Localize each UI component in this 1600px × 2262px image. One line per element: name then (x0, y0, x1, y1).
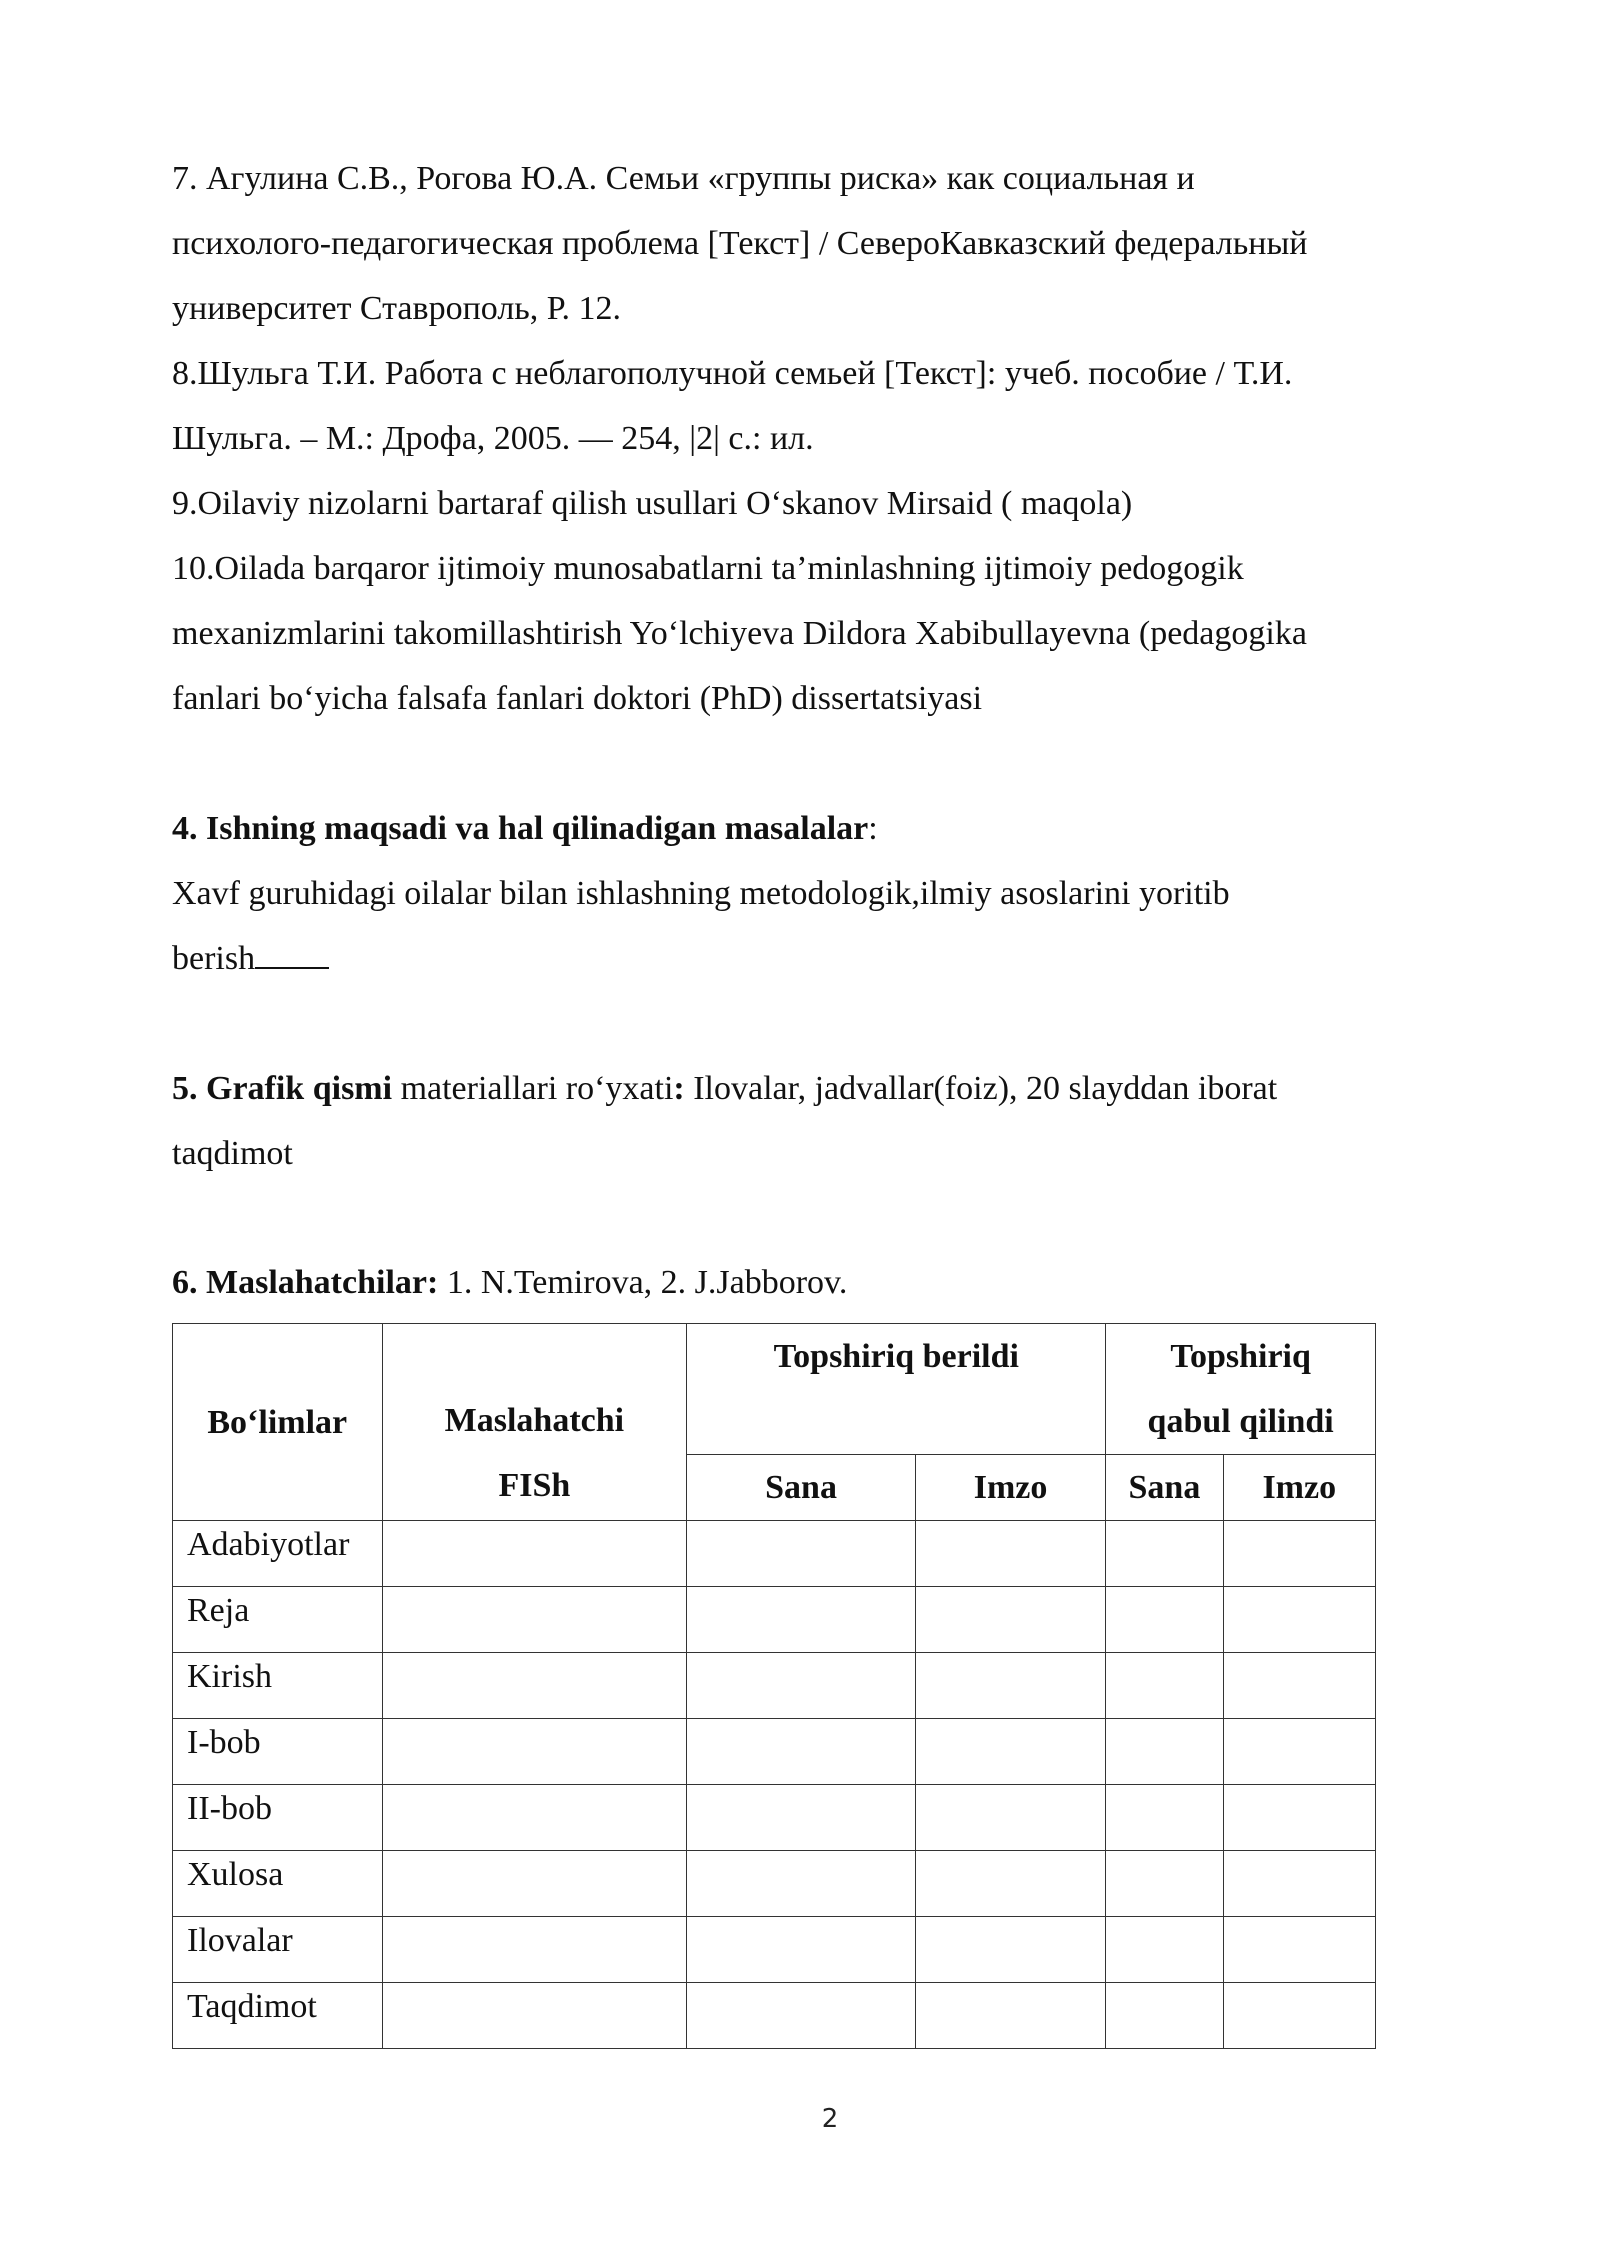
section-name-cell: Reja (173, 1587, 383, 1653)
section-name-cell: Ilovalar (173, 1917, 383, 1983)
section-graphics-heading: 5. Grafik qismi (172, 1070, 393, 1107)
header-advisor (382, 1324, 687, 1521)
advisor-cell[interactable] (382, 1785, 687, 1851)
advisor-cell[interactable] (382, 1521, 687, 1587)
advisor-cell[interactable] (382, 1917, 687, 1983)
given-date-cell[interactable] (687, 1719, 916, 1785)
subheader-given-date: Sana (687, 1455, 916, 1521)
header-task-given: Topshiriq berildi (687, 1324, 1106, 1455)
reference-list (172, 146, 1472, 731)
given-sign-cell[interactable] (915, 1917, 1105, 1983)
accepted-sign-cell[interactable] (1223, 1719, 1375, 1785)
given-date-cell[interactable] (687, 1983, 916, 2049)
accepted-date-cell[interactable] (1106, 1983, 1223, 2049)
given-sign-cell[interactable] (915, 1851, 1105, 1917)
accepted-date-cell[interactable] (1106, 1917, 1223, 1983)
table-row (173, 1521, 1376, 1587)
given-sign-cell[interactable] (915, 1587, 1105, 1653)
header-advisor-line1: Maslahatchi (444, 1402, 625, 1439)
accepted-sign-cell[interactable] (1223, 1587, 1375, 1653)
advisor-cell[interactable] (382, 1653, 687, 1719)
table-row (173, 1719, 1376, 1785)
subheader-given-sign: Imzo (915, 1455, 1105, 1521)
section-goals-text-line2 (172, 926, 1472, 991)
advisor-cell[interactable] (382, 1851, 687, 1917)
reference-line: психолого-педагогическая проблема [Текст] / СевероКавказский федеральный (172, 225, 1308, 262)
reference-line: 8.Шульга Т.И. Работа с неблагополучной семьей [Текст]: учеб. пособие / Т.И. (172, 355, 1293, 392)
table-row (173, 1785, 1376, 1851)
header-sections: Bo‘limlar (173, 1324, 383, 1521)
advisor-cell[interactable] (382, 1719, 687, 1785)
given-sign-cell[interactable] (915, 1653, 1105, 1719)
given-date-cell[interactable] (687, 1785, 916, 1851)
table-row (173, 1851, 1376, 1917)
reference-line: университет Ставрополь, Р. 12. (172, 290, 621, 327)
section-advisors-names: 1. N.Temirova, 2. J.Jabborov. (438, 1264, 848, 1301)
section-graphics-colon: : (673, 1070, 685, 1107)
section-name-cell: Xulosa (173, 1851, 383, 1917)
accepted-date-cell[interactable] (1106, 1719, 1223, 1785)
accepted-date-cell[interactable] (1106, 1587, 1223, 1653)
section-advisors (172, 1250, 1472, 1315)
section-graphics-line2: taqdimot (172, 1135, 293, 1172)
given-sign-cell[interactable] (915, 1719, 1105, 1785)
accepted-sign-cell[interactable] (1223, 1521, 1375, 1587)
section-graphics (172, 1056, 1472, 1186)
section-graphics-text-b: Ilovalar, jadvallar(foiz), 20 slayddan iborat (684, 1070, 1278, 1107)
accepted-sign-cell[interactable] (1223, 1653, 1375, 1719)
advisor-table (172, 1323, 1376, 2049)
given-sign-cell[interactable] (915, 1983, 1105, 2049)
section-name-cell: Taqdimot (173, 1983, 383, 2049)
accepted-date-cell[interactable] (1106, 1851, 1223, 1917)
accepted-date-cell[interactable] (1106, 1785, 1223, 1851)
section-name-cell: Adabiyotlar (173, 1521, 383, 1587)
section-goals (172, 796, 1472, 991)
given-sign-cell[interactable] (915, 1785, 1105, 1851)
section-goals-text-line1: Xavf guruhidagi oilalar bilan ishlashning metodologik,ilmiy asoslarini yoritib (172, 875, 1230, 912)
table-row (173, 1653, 1376, 1719)
section-name-cell: II-bob (173, 1785, 383, 1851)
subheader-accepted-date: Sana (1106, 1455, 1223, 1521)
header-task-accepted-line2: qabul qilindi (1147, 1403, 1334, 1440)
section-goals-heading-line (172, 796, 1472, 861)
section-graphics-text-a: materiallari ro‘yxati (392, 1070, 674, 1107)
given-date-cell[interactable] (687, 1851, 916, 1917)
accepted-date-cell[interactable] (1106, 1521, 1223, 1587)
reference-line: Шульга. – М.: Дрофа, 2005. — 254, |2| с.: ил. (172, 420, 814, 457)
reference-line: 10.Oilada barqaror ijtimoiy munosabatlarni ta’minlashning ijtimoiy pedogogik (172, 550, 1244, 587)
given-date-cell[interactable] (687, 1521, 916, 1587)
section-goals-colon: : (868, 810, 878, 847)
table-row (173, 1587, 1376, 1653)
header-advisor-line2: FISh (498, 1467, 571, 1504)
subheader-accepted-sign: Imzo (1223, 1455, 1375, 1521)
accepted-sign-cell[interactable] (1223, 1983, 1375, 2049)
section-name-cell: I-bob (173, 1719, 383, 1785)
reference-line: 9.Oilaviy nizolarni bartaraf qilish usullari O‘skanov Mirsaid ( maqola) (172, 485, 1133, 522)
section-goals-heading: 4. Ishning maqsadi va hal qilinadigan masalalar (172, 810, 869, 847)
given-date-cell[interactable] (687, 1653, 916, 1719)
reference-line: 7. Агулина С.В., Рогова Ю.А. Семьи «группы риска» как социальная и (172, 160, 1195, 197)
fill-in-blank (255, 937, 329, 969)
table-row (173, 1917, 1376, 1983)
table-body (173, 1521, 1376, 2049)
given-date-cell[interactable] (687, 1587, 916, 1653)
given-sign-cell[interactable] (915, 1521, 1105, 1587)
accepted-sign-cell[interactable] (1223, 1917, 1375, 1983)
reference-line: fanlari bo‘yicha falsafa fanlari doktori (PhD) dissertatsiyasi (172, 680, 983, 717)
page-number: 2 (821, 2104, 839, 2134)
header-task-accepted (1106, 1324, 1376, 1455)
reference-line: mexanizmlarini takomillashtirish Yo‘lchiyeva Dildora Xabibullayevna (pedagogika (172, 615, 1307, 652)
accepted-sign-cell[interactable] (1223, 1851, 1375, 1917)
table-row (173, 1983, 1376, 2049)
accepted-date-cell[interactable] (1106, 1653, 1223, 1719)
section-name-cell: Kirish (173, 1653, 383, 1719)
header-task-accepted-line1: Topshiriq (1170, 1338, 1311, 1375)
table-header-row (173, 1324, 1376, 1455)
section-goals-text: berish (172, 940, 256, 977)
accepted-sign-cell[interactable] (1223, 1785, 1375, 1851)
section-advisors-heading: 6. Maslahatchilar: (172, 1264, 439, 1301)
advisor-cell[interactable] (382, 1983, 687, 2049)
advisor-cell[interactable] (382, 1587, 687, 1653)
given-date-cell[interactable] (687, 1917, 916, 1983)
section-graphics-line1 (172, 1056, 1472, 1121)
section-advisors-line (172, 1250, 1472, 1315)
